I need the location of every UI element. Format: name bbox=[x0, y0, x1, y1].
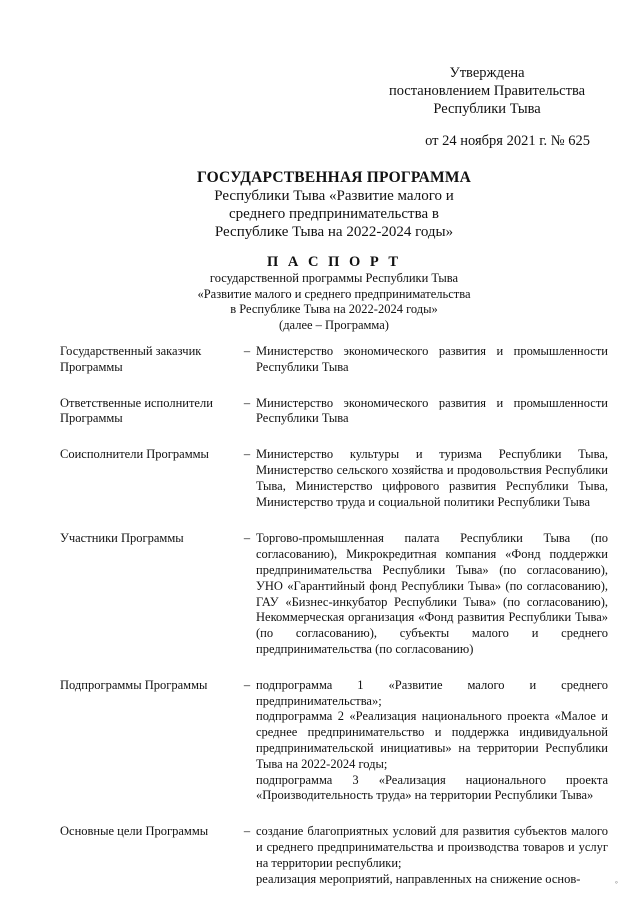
passport-subtitle-line-4: (далее – Программа) bbox=[279, 317, 389, 332]
row-value-paragraph: подпрограмма 1 «Развитие малого и среднего предпринимательства»; bbox=[256, 677, 608, 708]
row-value bbox=[256, 396, 608, 428]
program-title: ГОСУДАРСТВЕННАЯ ПРОГРАММА bbox=[196, 169, 472, 186]
program-title-block bbox=[60, 168, 608, 241]
row-dash: – bbox=[243, 824, 251, 839]
row-value bbox=[256, 678, 608, 804]
row-dash: – bbox=[243, 344, 251, 358]
row-value bbox=[256, 344, 608, 376]
passport-row-executors bbox=[60, 396, 608, 428]
passport-row-participants bbox=[60, 531, 608, 657]
row-value-paragraph: подпрограмма 2 «Реализация национального проекта «Малое и среднее предпринимательство и поддержка индивидуальной предпринимательской инициативы» на территории Республики Тыва на 2022-2024 годы; bbox=[256, 709, 608, 771]
program-subtitle-line-2: среднего предпринимательства в bbox=[229, 206, 439, 222]
row-value bbox=[256, 531, 608, 657]
row-value bbox=[256, 824, 608, 887]
row-value-paragraph: реализация мероприятий, направленных на снижение основ- bbox=[256, 871, 581, 886]
passport-heading: П А С П О Р Т bbox=[266, 254, 402, 270]
program-subtitle-line-3: Республике Тыва на 2022-2024 годы» bbox=[214, 224, 454, 240]
row-value-paragraph: Министерство экономического развития и промышленности Республики Тыва bbox=[256, 344, 608, 374]
row-value-paragraph: Торгово-промышленная палата Республики Тыва (по согласованию), Микрокредитная компания «Фонд поддержки предпринимательства Республики Тыва» (по согласованию), УНО «Гарантийный фонд Республики Тыва» (по согласованию), ГАУ «Бизнес-инкубатор Республики Тыва» (по согласованию), Некоммерческая организация «Фонд развития Республики Тыва» (по согласованию), субъекты малого и среднего предпринимательства (по согласованию) bbox=[256, 531, 608, 656]
scan-mark: ◦ bbox=[614, 877, 618, 887]
approval-line-2: постановлением Правительства bbox=[388, 83, 586, 99]
row-label: Соисполнители Программы bbox=[60, 447, 209, 462]
approval-date: от 24 ноября 2021 г. № 625 bbox=[425, 133, 590, 149]
row-value-paragraph: создание благоприятных условий для развития субъектов малого и среднего предпринимательства и производства товаров и услуг на территории республики; bbox=[256, 824, 608, 870]
passport-row-goals bbox=[60, 824, 608, 887]
row-label: Ответственные исполнители Программы bbox=[60, 395, 213, 426]
row-dash: – bbox=[243, 395, 251, 410]
approval-line-1: Утверждена bbox=[449, 65, 525, 81]
approval-line-3: Республики Тыва bbox=[433, 101, 541, 117]
row-label: Основные цели Программы bbox=[60, 824, 209, 839]
row-value bbox=[256, 447, 608, 510]
row-label: Подпрограммы Программы bbox=[60, 677, 208, 692]
row-dash: – bbox=[243, 447, 251, 462]
approval-block bbox=[360, 64, 614, 150]
row-value-paragraph: Министерство экономического развития и промышленности Республики Тыва bbox=[256, 395, 608, 426]
row-label: Участники Программы bbox=[60, 531, 184, 546]
passport-row-subprograms bbox=[60, 678, 608, 804]
passport-subtitle-line-3: в Республике Тыва на 2022-2024 годы» bbox=[230, 302, 438, 316]
passport-table bbox=[60, 344, 608, 887]
row-dash: – bbox=[243, 677, 251, 692]
passport-header bbox=[60, 253, 608, 333]
passport-row-coexecutors bbox=[60, 447, 608, 510]
row-label: Государственный заказчик Программы bbox=[60, 344, 202, 374]
row-value-paragraph: подпрограмма 3 «Реализация национального проекта «Производительность труда» на территории Республики Тыва» bbox=[256, 772, 608, 803]
passport-subtitle-line-1: государственной программы Республики Тыва bbox=[209, 271, 459, 285]
row-dash: – bbox=[243, 531, 251, 546]
row-value-paragraph: Министерство культуры и туризма Республики Тыва, Министерство сельского хозяйства и продовольствия Республики Тыва, Министерство цифрового развития Республики Тыва, Министерство труда и социальной политики Республики Тыва bbox=[256, 447, 608, 509]
passport-row-customer bbox=[60, 344, 608, 376]
passport-subtitle-line-2: «Развитие малого и среднего предпринимательства bbox=[197, 286, 471, 301]
program-subtitle-line-1: Республики Тыва «Развитие малого и bbox=[214, 188, 454, 204]
